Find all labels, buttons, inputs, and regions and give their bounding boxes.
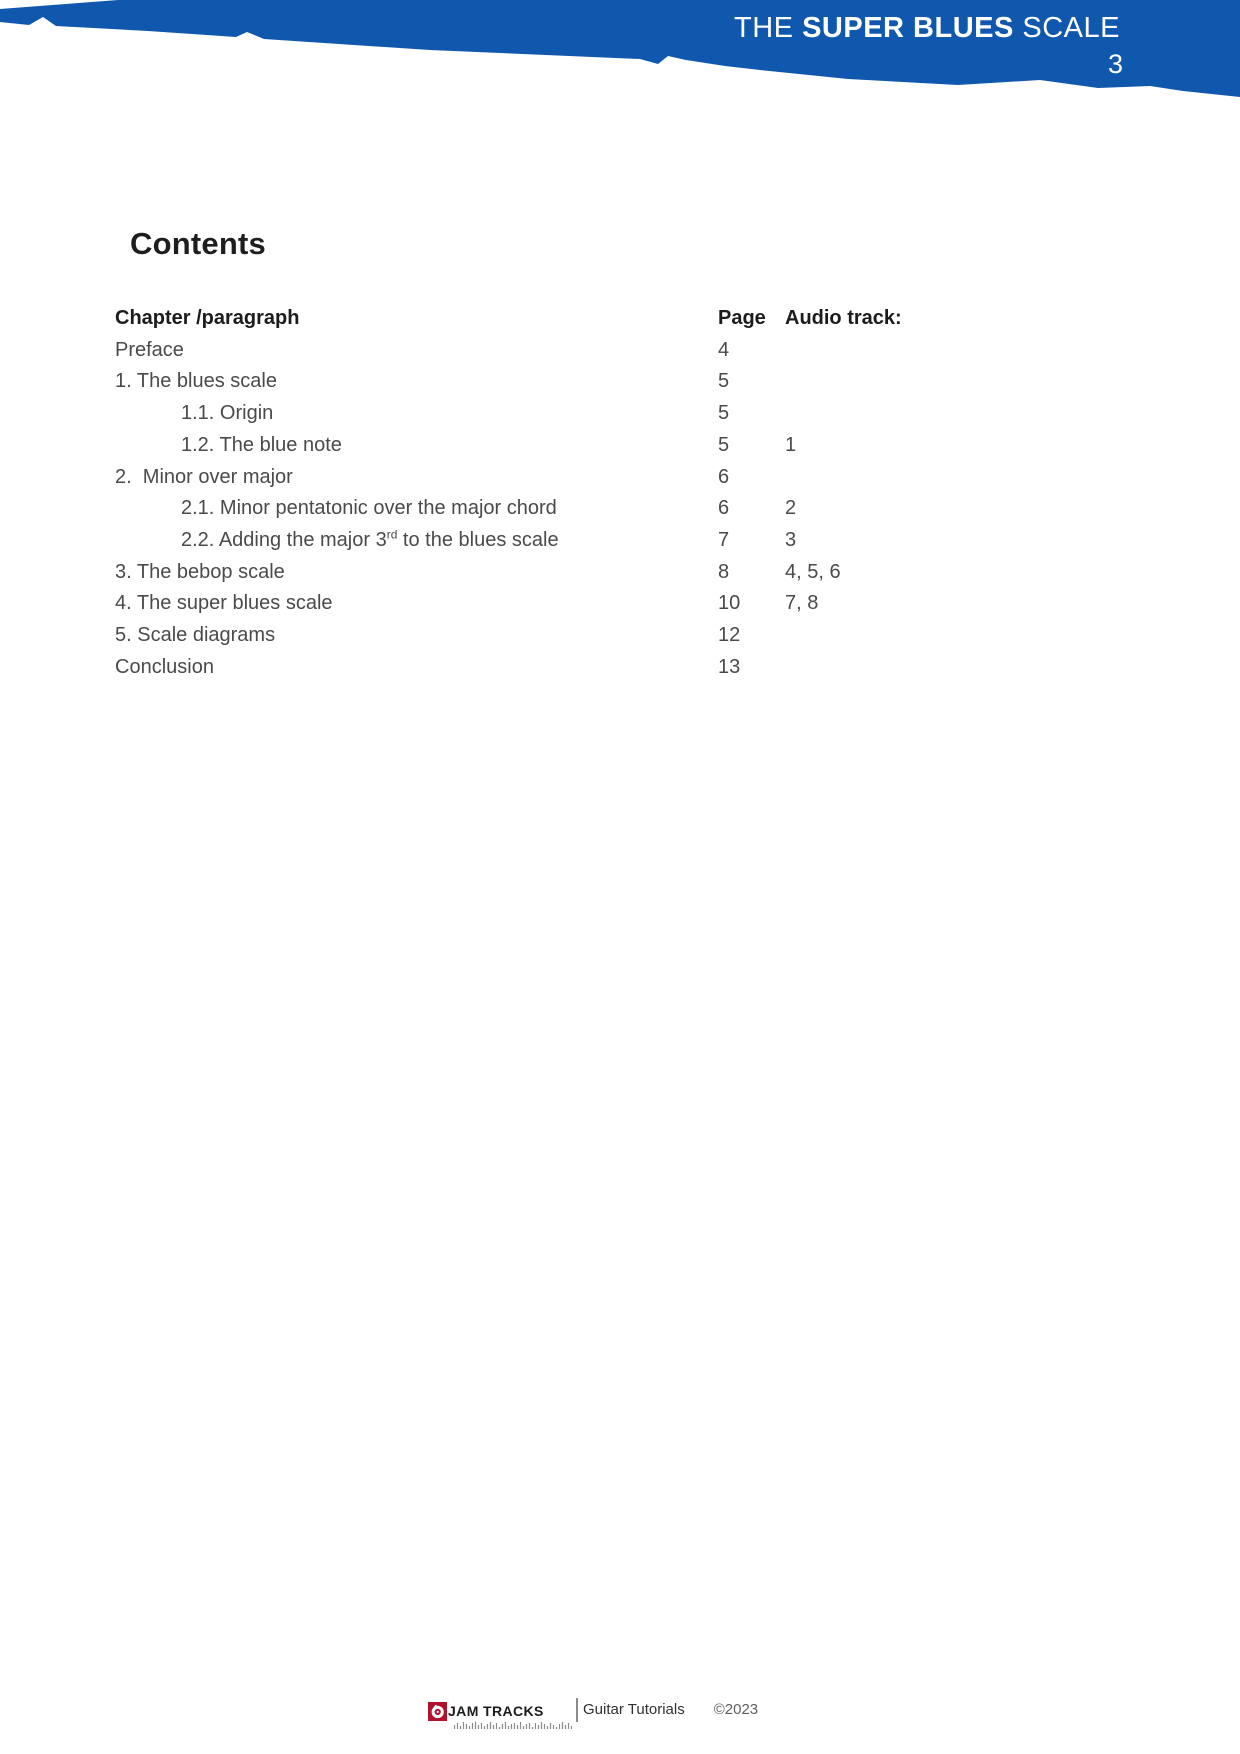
toc-row-audio: 3 (785, 528, 797, 551)
toc-row-label: 1. The blues scale (115, 370, 277, 393)
footer (428, 1698, 758, 1732)
toc-row-audio (785, 366, 955, 398)
toc-table (115, 303, 955, 683)
toc-row-label: 1.1. Origin (181, 402, 274, 425)
toc-row-label: 2. Minor over major (115, 465, 293, 488)
toc-row-label-text: to the blues scale (397, 528, 559, 551)
waveform-icon (454, 1721, 572, 1729)
toc-row-audio (785, 462, 955, 494)
copyright: ©2023 (713, 1701, 759, 1718)
toc-row-audio: 2 (785, 497, 797, 520)
toc-row-label: 3. The bebop scale (115, 560, 285, 583)
toc-row-page: 5 (718, 370, 730, 393)
footer-divider (576, 1698, 578, 1722)
title-suffix: SCALE (1022, 12, 1120, 44)
toc-row-audio (785, 335, 955, 367)
header-band (0, 0, 1240, 110)
toc-row-audio: 7, 8 (785, 592, 819, 615)
jam-tracks-logo-icon (428, 1702, 447, 1721)
toc-row-page: 10 (718, 592, 741, 615)
toc-row-label: 5. Scale diagrams (115, 624, 276, 647)
toc-col-chapter: Chapter /paragraph (115, 307, 300, 329)
title-prefix: THE (734, 12, 794, 44)
page-number: 3 (1107, 49, 1123, 79)
contents-heading: Contents (130, 226, 266, 261)
toc-row-page: 12 (718, 624, 741, 647)
toc-row-label: 4. The super blues scale (115, 592, 333, 615)
toc-col-page: Page (718, 307, 766, 329)
toc-row-audio: 4, 5, 6 (785, 560, 841, 583)
toc-row-page: 5 (718, 402, 730, 425)
toc-row-audio: 1 (785, 433, 797, 456)
toc-row-label: 2.1. Minor pentatonic over the major chord (181, 497, 557, 520)
toc-row-page: 7 (718, 528, 730, 551)
toc-row-audio (785, 398, 955, 430)
toc-row-page: 6 (718, 497, 730, 520)
toc-row-label: Conclusion (115, 655, 214, 678)
toc-row-page: 5 (718, 433, 730, 456)
toc-row-page: 13 (718, 655, 741, 678)
document-title (734, 12, 1120, 45)
toc-row-audio (785, 620, 955, 652)
toc-row-page: 8 (718, 560, 730, 583)
toc-row-audio (785, 652, 955, 684)
toc-row-page: 6 (718, 465, 730, 488)
brand-name: JAM TRACKS (448, 1703, 544, 1719)
toc-row-label-sup: rd (386, 527, 398, 542)
brand-subtitle: Guitar Tutorials (583, 1701, 685, 1718)
toc-row-label (115, 525, 718, 557)
toc-row-label: 1.2. The blue note (181, 433, 342, 456)
toc-col-audio: Audio track: (785, 307, 902, 329)
title-bold: SUPER BLUES (802, 12, 1014, 44)
toc-row-page: 4 (718, 338, 730, 361)
toc-row-label: Preface (115, 338, 184, 361)
toc-row-label-text: 2.2. Adding the major 3 (181, 528, 387, 551)
brand-block (448, 1698, 572, 1729)
